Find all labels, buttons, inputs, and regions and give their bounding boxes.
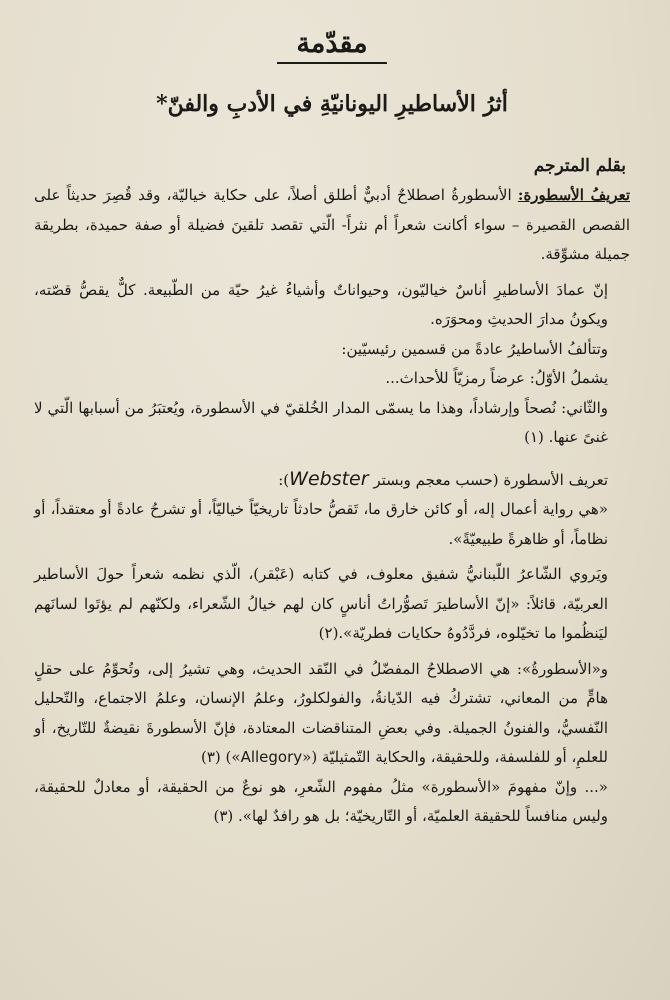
paragraph-webster-quote	[34, 495, 630, 554]
paragraph-parts-intro	[34, 335, 630, 365]
title-underline	[277, 62, 387, 64]
paragraph-text: تعريف الأسطورة (حسب معجم وبستر	[368, 470, 608, 489]
allegory-term: Allegory	[240, 748, 303, 767]
definition-term: تعريفُ الأسطورة:	[517, 186, 630, 205]
paragraph-maalouf	[34, 560, 630, 649]
paragraph-text: وتتألفُ الأساطيرُ عادةً من قسمين رئيسيّين:	[341, 339, 608, 358]
chapter-title: مقدّمة	[296, 28, 368, 59]
body-text	[34, 181, 630, 832]
paragraph-text: «هي رواية أعمال إله، أو كائن خارق ما، تَقصُّ حادثاً تاريخيّاً خياليّاً، أو تشرحُ عادةً أو معتقداً، أو نظاماً، أو ظاهرةً طبيعيّةً».	[34, 500, 608, 548]
paragraph-text: الأسطورةُ اصطلاحٌ أدبيٌّ أطلق أصلاً، على حكاية خياليّة، وقد قُصِرَ حديثاً على القصص القصيرة – سواء أكانت شعراً أم نثراً- الّتي تقصد تلقينَ فضيلة أو صفة حميدة، بطريقة جميلة مشوِّقة.	[34, 186, 630, 264]
paragraph-text: ):	[278, 470, 290, 489]
paragraph-text: إنّ عمادَ الأساطيرِ أناسٌ خياليّون، وحيواناتٌ وأشياءُ غيرُ حيّة من الطّبيعة. كلٌّ يقصُّ قصّته، ويكونُ مدارَ الحديثِ ومحوَرَه.	[34, 280, 608, 329]
paragraph-text: والثّاني: نُصحاً وإرشاداً، وهذا ما يسمّى المدار الخُلقيّ في الأسطورة، ويُعتبَرُ من أسبابها الّتي لا غنىً عنها. (١)	[34, 398, 608, 447]
paragraph-myth-concept	[34, 773, 630, 832]
chapter-subtitle: أثرُ الأساطيرِ اليونانيّةِ في الأدبِ والفنّ*	[156, 91, 508, 118]
paragraph-characters	[34, 276, 630, 335]
paragraph-webster-heading	[34, 465, 630, 496]
paragraph-text: ») (٣)	[200, 748, 241, 767]
paragraph-definition	[34, 181, 630, 270]
paragraph-text: ويَروي الشّاعرُ اللّبنانيُّ شفيق معلوف، في كتابه (عَبْقر)، الّذي نظمه شعراً حولَ الأساطير العربيّة، قائلاً: «إنّ الأساطيرَ تَصوُّراتُ أناسٍ كان لهم خيالُ الشّعراء، ولكنّهم لم يؤتَوا لسانَهم ليَنظُموا ما تخيّلوه، فردَّدُوهُ حكايات فطريّة».(٢)	[34, 565, 608, 643]
translator-byline: بقلم المترجم	[533, 155, 626, 176]
paragraph-part-two	[34, 394, 630, 453]
paragraph-text: يشملُ الأوّلُ: عرضاً رمزيّاً للأحداث...	[385, 369, 608, 388]
paragraph-modern-criticism	[34, 655, 630, 773]
paragraph-text: و«الأسطورةُ»: هي الاصطلاحُ المفضّلُ في النّقد الحديث، وهي تشيرُ إلى، وتُحوِّمُ على حقلٍ هامٍّ من المعاني، تشتركُ فيه الدّيانةُ، والفولكلورُ، وعلمُ الإنسان، وعلمُ الاجتماع، والتّحليل النّفسيُّ، والفنونُ الجميلة. وفي بعضِ المتناقضات المعتادة، فإنّ الأسطورةَ نقيضةٌ للتّاريخ، أو للعلمِ، أو للفلسفة، وللحقيقة، والحكاية التّمثيليّة («	[34, 659, 608, 767]
paragraph-part-one	[34, 364, 630, 394]
paragraph-text: «... وإنّ مفهومَ «الأسطورة» مثلُ مفهوم الشّعرِ، هو نوعٌ من الحقيقة، أو معادلٌ للحقيقة، وليس منافساً للحقيقة العلميّة، أو التّاريخيّة؛ بل هو رافدٌ لها». (٣)	[34, 777, 608, 826]
webster-term: Webster	[289, 467, 369, 490]
